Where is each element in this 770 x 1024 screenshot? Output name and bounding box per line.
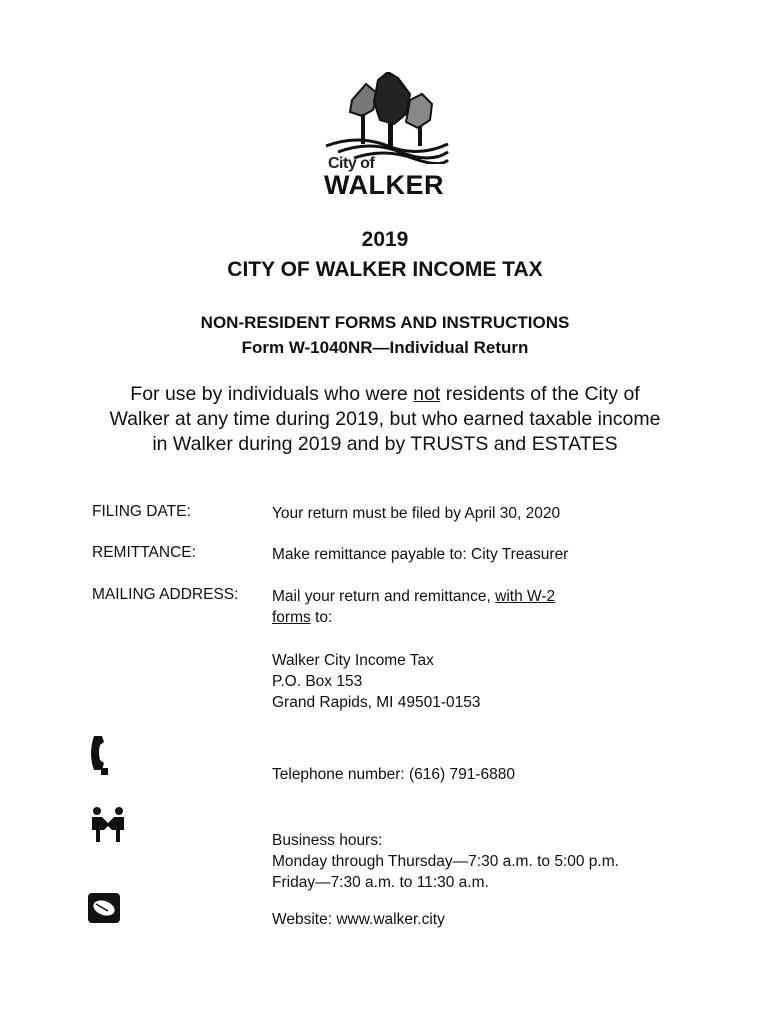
address-line: Grand Rapids, MI 49501-0153 xyxy=(272,694,481,711)
trees-logo-icon xyxy=(318,72,452,164)
telephone-number: Telephone number: (616) 791-6880 xyxy=(272,766,516,783)
address-line: P.O. Box 153 xyxy=(272,673,363,690)
mailing-instructions xyxy=(272,586,555,628)
tax-year: 2019 xyxy=(361,228,409,251)
filing-date-label: FILING DATE: xyxy=(92,503,191,520)
website-text: Website: www.walker.city xyxy=(272,911,445,928)
remittance-label: REMITTANCE: xyxy=(92,544,196,561)
mailing-w2-text: with W-2 xyxy=(495,588,556,605)
form-name: Form W-1040NR—Individual Return xyxy=(241,338,529,357)
filing-date-value: Your return must be filed by April 30, 2020 xyxy=(272,505,561,522)
description-line-2: Walker at any time during 2019, but who earned taxable income xyxy=(109,408,661,430)
business-hours-label: Business hours: xyxy=(272,832,383,849)
city-of-walker-logo xyxy=(318,72,452,204)
computer-mouse-icon xyxy=(88,893,120,928)
remittance-value: Make remittance payable to: City Treasurer xyxy=(272,546,569,563)
description-text: For use by individuals who were xyxy=(130,383,414,405)
mailing-forms-text: forms xyxy=(272,609,311,626)
document-subtitle: NON-RESIDENT FORMS AND INSTRUCTIONS xyxy=(200,313,570,332)
description-line-1 xyxy=(0,382,770,407)
mailing-text: Mail your return and remittance, xyxy=(272,588,496,605)
handshake-icon xyxy=(88,806,128,849)
description-line-3: in Walker during 2019 and by TRUSTS and ESTATES xyxy=(152,433,618,455)
eligibility-description xyxy=(0,382,770,457)
telephone-icon xyxy=(88,734,114,781)
document-title: CITY OF WALKER INCOME TAX xyxy=(227,258,543,281)
business-hours-block xyxy=(272,830,619,893)
mailing-address-label: MAILING ADDRESS: xyxy=(92,586,239,603)
business-hours-weekday: Monday through Thursday—7:30 a.m. to 5:00 p.m. xyxy=(272,853,619,870)
mailing-address-block xyxy=(272,650,481,713)
logo-city-text: City of xyxy=(328,155,375,172)
description-emphasis: not xyxy=(413,383,441,405)
logo-walker-text: WALKER xyxy=(324,170,444,200)
address-line: Walker City Income Tax xyxy=(272,652,434,669)
description-text: residents of the City of xyxy=(440,383,640,405)
business-hours-friday: Friday—7:30 a.m. to 11:30 a.m. xyxy=(272,874,489,891)
mailing-text: to: xyxy=(310,609,333,626)
